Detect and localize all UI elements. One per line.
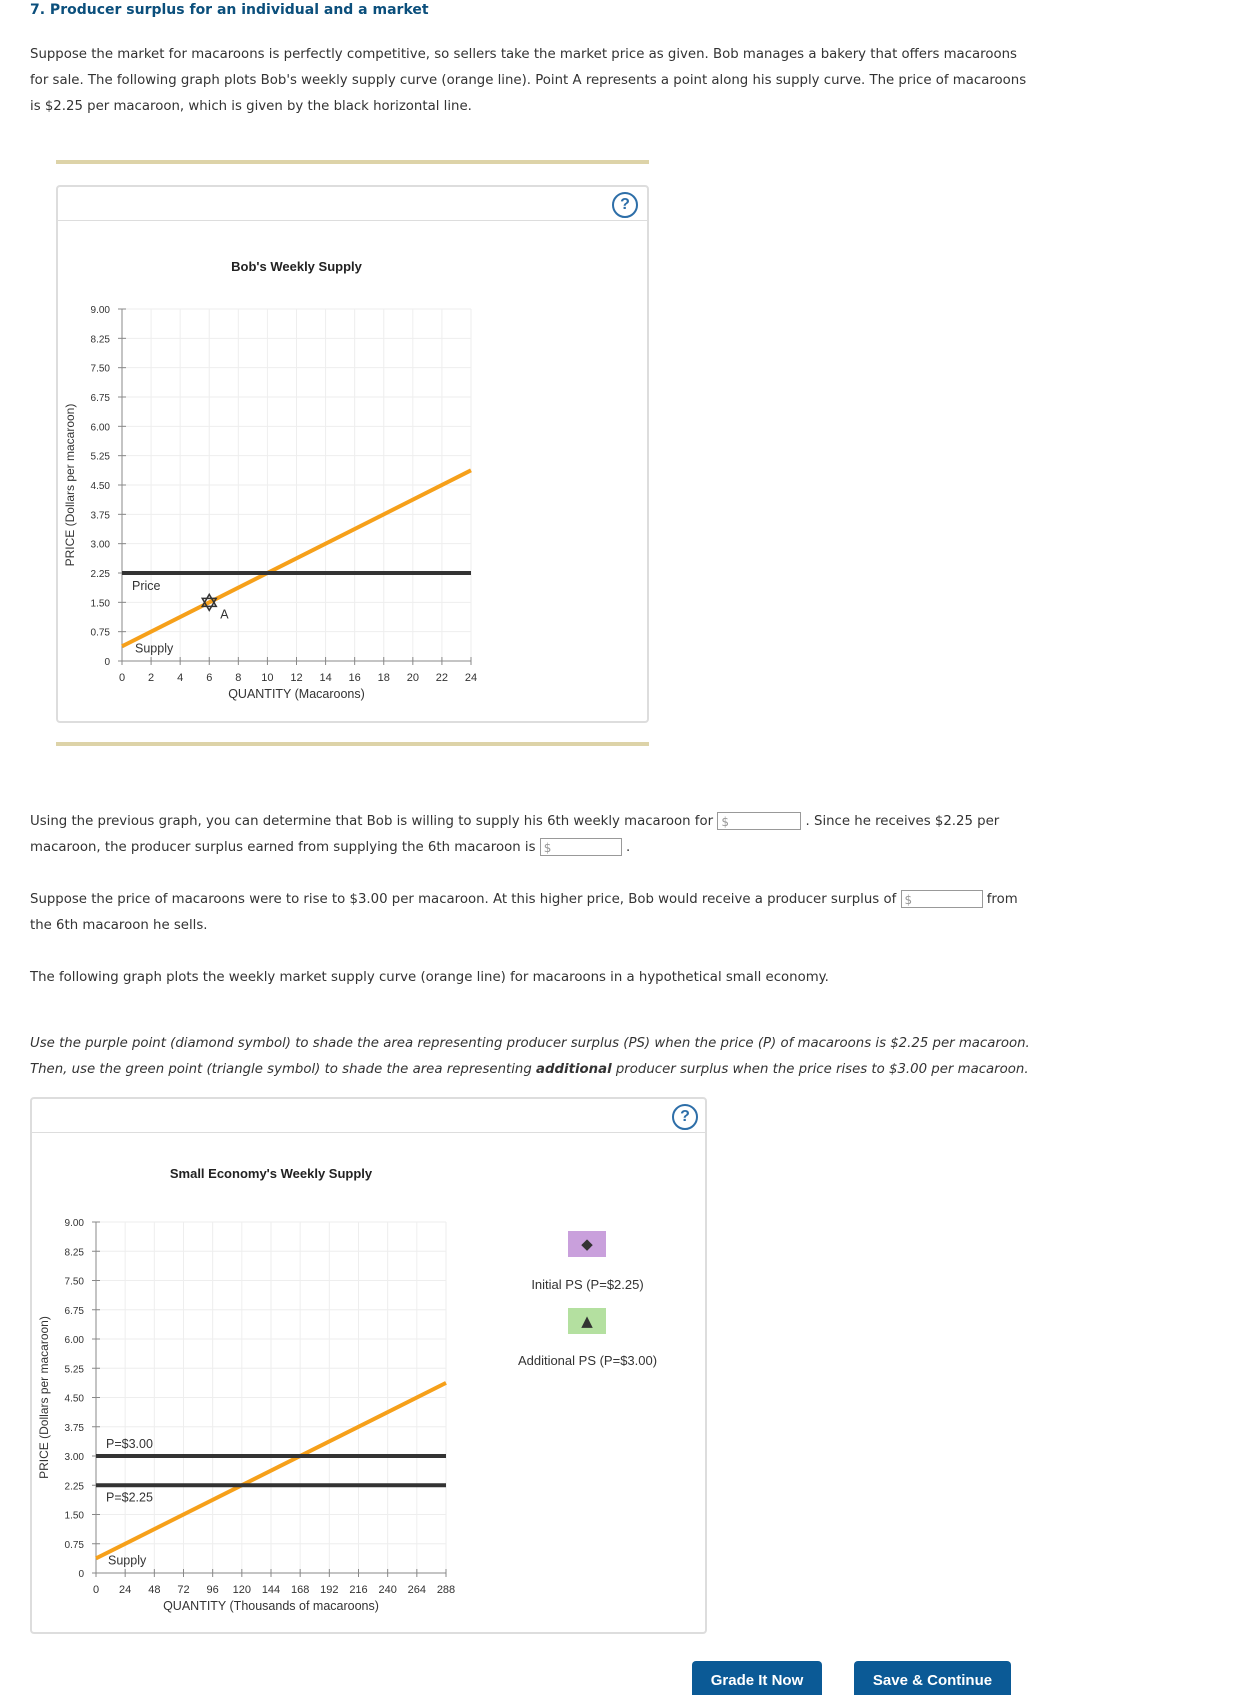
x-tick-label: 96 xyxy=(206,1584,219,1596)
x-tick-label: 120 xyxy=(232,1584,252,1596)
bob-supply-chart xyxy=(56,185,649,723)
y-tick-label: 3.75 xyxy=(90,510,110,522)
question1-line1 xyxy=(30,809,1230,835)
producer-surplus-input[interactable]: $ xyxy=(540,838,622,856)
y-tick-label: 8.25 xyxy=(90,334,110,346)
y-tick-label: 1.50 xyxy=(64,1510,84,1522)
x-axis-label: QUANTITY (Macaroons) xyxy=(228,687,365,701)
y-tick-label: 5.25 xyxy=(64,1364,84,1376)
q1-text-c: macaroon, the producer surplus earned from supplying the 6th macaroon is xyxy=(30,840,536,855)
x-tick-label: 48 xyxy=(148,1584,161,1596)
save-continue-button[interactable]: Save & Continue xyxy=(854,1661,1011,1695)
y-tick-label: 3.75 xyxy=(64,1422,84,1434)
y-tick-label: 7.50 xyxy=(64,1276,84,1288)
instructions xyxy=(30,1031,1250,1083)
y-tick-label: 3.00 xyxy=(64,1452,84,1463)
y-tick-label: 7.50 xyxy=(90,363,110,375)
chart-title: Bob's Weekly Supply xyxy=(231,259,362,274)
question2 xyxy=(30,887,1230,939)
y-tick-label: 4.50 xyxy=(64,1393,84,1405)
x-tick-label: 192 xyxy=(320,1584,339,1596)
graph1-bottom-band xyxy=(56,742,649,746)
x-tick-label: 16 xyxy=(348,672,361,684)
y-tick-label: 0 xyxy=(78,1569,84,1580)
y-tick-label: 4.50 xyxy=(90,481,110,492)
market-intro: The following graph plots the weekly market supply curve (orange line) for macaroons in a hypothetical small economy. xyxy=(30,970,829,985)
y-tick-label: 6.75 xyxy=(90,393,110,404)
q1-text-b: . Since he receives $2.25 per xyxy=(805,814,1000,829)
x-tick-label: 24 xyxy=(464,672,478,684)
y-tick-label: 2.25 xyxy=(64,1481,84,1493)
purple-diamond-tool[interactable]: ◆ xyxy=(568,1231,606,1257)
y-tick-label: 8.25 xyxy=(64,1247,84,1259)
y-axis-label: PRICE (Dollars per macaroon) xyxy=(37,1316,51,1479)
point-a-label: A xyxy=(220,607,229,622)
y-tick-label: 9.00 xyxy=(90,305,110,316)
intro-paragraph xyxy=(30,42,1030,120)
x-tick-label: 72 xyxy=(177,1584,190,1596)
y-tick-label: 3.00 xyxy=(90,539,110,551)
x-tick-label: 12 xyxy=(290,672,303,684)
graph2-help-icon[interactable]: ? xyxy=(672,1104,698,1130)
y-tick-label: 6.75 xyxy=(64,1305,84,1317)
chart-title: Small Economy's Weekly Supply xyxy=(169,1166,373,1181)
question2-line2: the 6th macaroon he sells. xyxy=(30,918,208,933)
x-tick-label: 20 xyxy=(406,672,419,684)
intro-line: is $2.25 per macaroon, which is given by the black horizontal line. xyxy=(30,99,472,114)
q2-text-a: Suppose the price of macaroons were to rise to $3.00 per macaroon. At this higher price, Bob would receive a producer surplus of xyxy=(30,892,897,907)
x-tick-label: 22 xyxy=(435,672,449,684)
x-tick-label: 168 xyxy=(290,1584,310,1596)
instructions-line1: Use the purple point (diamond symbol) to shade the area representing producer surplus (PS) when the price (P) of macaroons is $2.25 per macaroon. xyxy=(30,1036,1030,1051)
price-300-label: P=$3.00 xyxy=(106,1437,153,1451)
x-tick-label: 2 xyxy=(148,672,155,684)
y-tick-label: 9.00 xyxy=(64,1218,84,1229)
producer-surplus-higher-price-input[interactable]: $ xyxy=(901,890,983,908)
instr-text-c: producer surplus when the price rises to $3.00 per macaroon. xyxy=(611,1062,1029,1077)
x-tick-label: 0 xyxy=(118,672,126,684)
x-tick-label: 4 xyxy=(177,672,184,684)
q2-text-b: from xyxy=(986,892,1018,907)
x-axis-label: QUANTITY (Thousands of macaroons) xyxy=(163,1599,379,1613)
x-tick-label: 6 xyxy=(206,672,213,684)
additional-ps-label: Additional PS (P=$3.00) xyxy=(517,1353,658,1368)
y-axis-label: PRICE (Dollars per macaroon) xyxy=(63,403,77,567)
graph1-top-band xyxy=(56,160,649,164)
x-tick-label: 24 xyxy=(119,1584,132,1596)
q1-text-a: Using the previous graph, you can determine that Bob is willing to supply his 6th weekly macaroon for xyxy=(30,814,714,829)
willingness-to-sell-input[interactable]: $ xyxy=(717,812,801,830)
y-tick-label: 0.75 xyxy=(64,1539,84,1551)
instructions-line2 xyxy=(30,1057,1250,1083)
y-tick-label: 1.50 xyxy=(90,598,110,610)
y-tick-label: 0.75 xyxy=(90,627,110,639)
x-tick-label: 18 xyxy=(377,672,390,684)
x-tick-label: 144 xyxy=(261,1584,281,1596)
price-line-label: Price xyxy=(132,579,161,593)
x-tick-label: 216 xyxy=(349,1584,368,1596)
question-title: 7. Producer surplus for an individual and a market xyxy=(30,2,429,18)
question1-line2 xyxy=(30,835,1230,861)
green-triangle-tool[interactable]: ▲ xyxy=(568,1308,606,1334)
y-tick-label: 5.25 xyxy=(90,451,110,463)
y-tick-label: 2.25 xyxy=(90,569,110,580)
intro-line: for sale. The following graph plots Bob's weekly supply curve (orange line). Point A represents a point along his supply curve. The price of macaroons xyxy=(30,73,1027,88)
y-tick-label: 6.00 xyxy=(90,422,110,434)
initial-ps-label: Initial PS (P=$2.25) xyxy=(531,1277,644,1292)
intro-line: Suppose the market for macaroons is perfectly competitive, so sellers take the market price as given. Bob manages a bakery that offers macaroons xyxy=(30,47,1017,62)
grade-it-now-button[interactable]: Grade It Now xyxy=(692,1661,822,1695)
price-225-label: P=$2.25 xyxy=(106,1490,153,1505)
x-tick-label: 14 xyxy=(319,672,332,684)
supply-curve-label: Supply xyxy=(135,641,174,656)
instr-text-a: Then, use the green point (triangle symbol) to shade the area representing xyxy=(30,1062,537,1077)
question2-line1 xyxy=(30,887,1230,913)
y-tick-label: 6.00 xyxy=(64,1335,84,1346)
x-tick-label: 288 xyxy=(436,1584,456,1596)
x-tick-label: 240 xyxy=(378,1584,397,1596)
x-tick-label: 8 xyxy=(235,672,242,684)
graph1-help-icon[interactable]: ? xyxy=(612,192,638,218)
supply-curve-label: Supply xyxy=(108,1553,147,1568)
x-tick-label: 264 xyxy=(407,1584,427,1596)
instr-text-bold: additional xyxy=(536,1062,612,1077)
x-tick-label: 10 xyxy=(261,672,274,684)
y-tick-label: 0 xyxy=(104,657,110,668)
question1 xyxy=(30,809,1230,861)
x-tick-label: 0 xyxy=(92,1584,100,1596)
q1-text-d: . xyxy=(626,840,631,855)
